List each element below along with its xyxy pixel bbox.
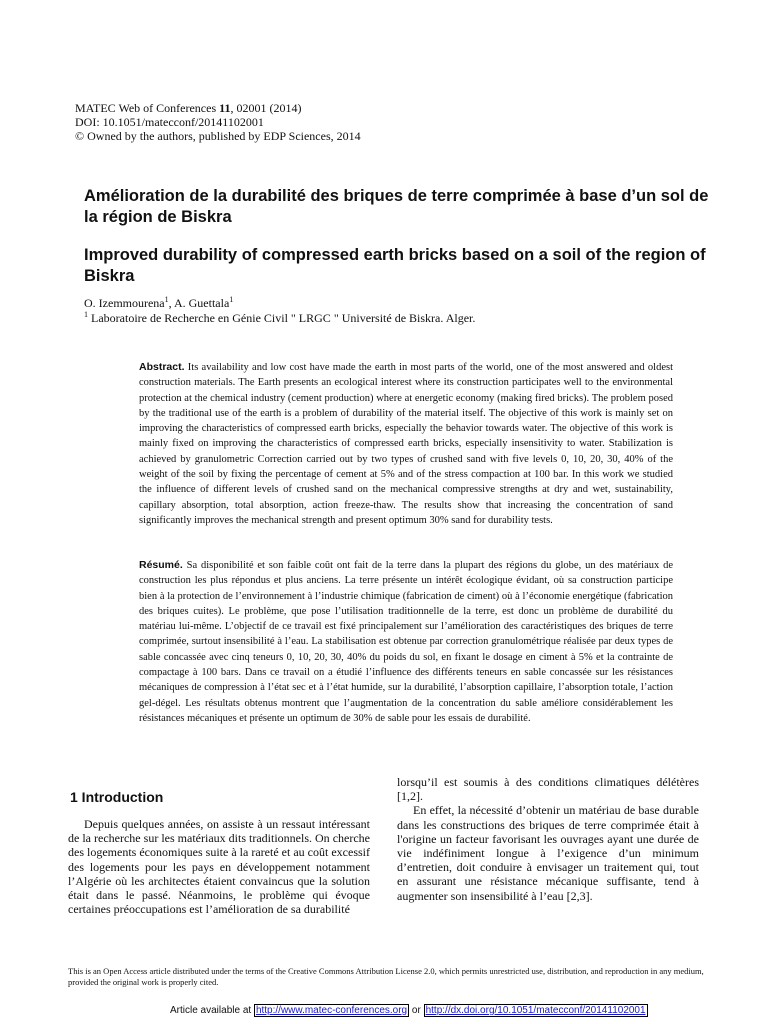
column-right (397, 775, 699, 903)
section-heading-introduction: 1 Introduction (70, 789, 164, 805)
affiliation (84, 311, 475, 326)
column-left (68, 817, 370, 916)
abstract-english (139, 360, 673, 528)
journal-volume: 11 (219, 101, 231, 115)
journal-header (75, 101, 361, 143)
intro-paragraph-2: lorsqu’il est soumis à des conditions climatiques délétères [1,2]. (397, 775, 699, 804)
intro-paragraph-3: En effet, la nécessité d’obtenir un matériau de base durable dans les constructions des briques de terre comprimée était à l'origine un facteur favorisant les ouvrages ayant une durée de vie indéfiniment longue à l’exigence d’un minimum d’entretien, doit conduire à envisager un traitement qui, tout en assurant une résistance mécanique suffisante, tend à augmenter son insensibilité à l’eau [2,3]. (397, 803, 699, 903)
title-french: Amélioration de la durabilité des briques de terre comprimée à base d’un sol de la région de Biskra (84, 187, 709, 226)
intro-paragraph-1: Depuis quelques années, on assiste à un ressaut intéressant de la recherche sur les matériaux dits traditionnels. On cherche des logements économiques suite à la rareté et au coût excessif des logements pour les pays en développement notamment l’Algérie où les architectes étaient convaincus que la solution était dans le passé. Néanmoins, le problème qui évoque certaines préoccupations est l’amélioration de sa durabilité (68, 817, 370, 917)
abstract-label: Abstract. (139, 361, 185, 373)
author-1-sup: 1 (164, 295, 169, 304)
journal-article: , 02001 (2014) (230, 101, 302, 115)
abstract-text: Its availability and low cost have made the earth in most parts of the world, one of the most answered and oldest construction materials. The Earth presents an ecological interest where its construction participates well to the environmental protection at the chemical industry (cement production) where at energetic economy (making fired bricks). The problem posed by the traditional use of the earth is a problem of durability of the material itself. The objective of this work is mainly set on improving the characteristics of compressed earth bricks, especially the behavior towards water. The objective of this work is mainly fixed on improving the characteristics of compressed earth bricks, especially insensitivity to water. Stabilization is achieved by granulometric Correction carried out by two types of crushed sand with five levels 0, 10, 20, 30, 40% of the weight of the soil by fixing the percentage of cement at 5% and of the stress compaction at 100 bar. In this work we studied the influence of different levels of crushed sand on the mechanical compressive strengths at dry and wet, sustainability, capillary absorption, total absorption, action freeze-thaw. The results show that increasing the concentration of sand significantly improves the mechanical strength and present optimum 30% sand for durability tests. (139, 362, 673, 526)
resume-text: Sa disponibilité et son faible coût ont fait de la terre dans la plupart des régions du globe, un des matériaux de construction les plus répondus et plus anciens. La terre présente un intérêt écologique évidant, où sa construction participe bien à la protection de l’environnement à l’industrie chimique (fabrication de ciment) où à l’économie energétique (fabrication des briques cuites). Le problème, que pose l’utilisation traditionnelle de la terre, est donc un problème de durabilité du matériau lui-même. L’objectif de ce travail est fixé principalement sur l’amélioration des caractéristiques des briques de terre comprimée, surtout insensibilité à l’eau. La stabilisation est obtenue par correction granulométrique réalisée par deux types de sable concassée avec cinq teneurs 0, 10, 20, 30, 40% du poids du sol, en fixant le dosage en ciment à 5% et la contrainte de compactage à 100 bars. Dans ce travail on a étudié l’influence des différents teneurs en sable concassée sur les résistances mécaniques de compression à l’état sec et à l’état humide, sur la durabilité, l’absorption capillaire, l’absorption totale, l’action gel-dégel. Les résultats obtenus montrent que l’augmentation de la concentration du sable améliore considérablement les résistances mécaniques et présente un optimum de 30% de sable pour les essais de durabilité. (139, 560, 673, 724)
availability-prefix: Article available at (170, 1005, 254, 1016)
availability-or: or (409, 1005, 424, 1016)
copyright-line: © Owned by the authors, published by EDP Sciences, 2014 (75, 129, 361, 143)
license-note: This is an Open Access article distributed under the terms of the Creative Commons Attribution License 2.0, which permits unrestricted use, distribution, and reproduction in any medium, provided the original work is properly cited. (68, 966, 704, 987)
availability-line (170, 1005, 648, 1016)
doi-link[interactable]: http://dx.doi.org/10.1051/matecconf/20141102001 (425, 1005, 646, 1016)
author-names (84, 296, 475, 311)
author-1: O. Izemmourena (84, 296, 165, 310)
authors-block (84, 296, 475, 326)
title-english: Improved durability of compressed earth bricks based on a soil of the region of Biskra (84, 246, 706, 285)
journal-citation (75, 101, 361, 115)
affiliation-sup: 1 (84, 310, 88, 319)
abstract-french (139, 558, 673, 726)
journal-name: MATEC Web of Conferences (75, 101, 220, 115)
resume-label: Résumé. (139, 559, 183, 571)
author-2: , A. Guettala (168, 296, 230, 310)
author-2-sup: 1 (229, 295, 234, 304)
affiliation-text: Laboratoire de Recherche en Génie Civil " LRGC " Université de Biskra. Alger. (88, 311, 476, 325)
matec-link[interactable]: http://www.matec-conferences.org (255, 1005, 408, 1016)
doi-line: DOI: 10.1051/matecconf/20141102001 (75, 115, 264, 129)
